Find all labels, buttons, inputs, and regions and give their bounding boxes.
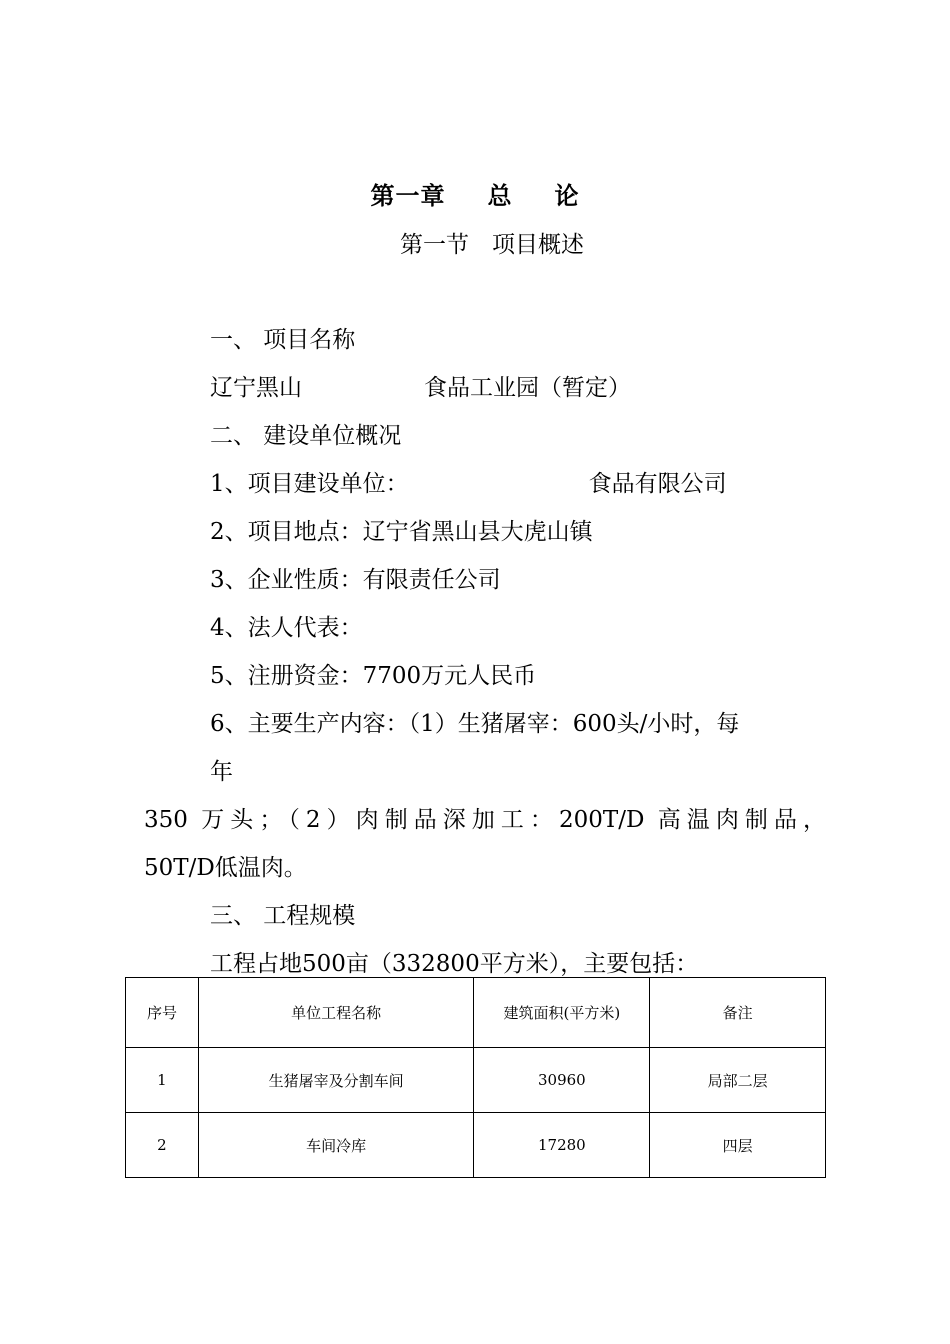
production-line-2: 350 万头；（2）肉制品深加工：200T/D 高温肉制品， (144, 807, 826, 833)
unit-line-2: 2、项目地点：辽宁省黑山县大虎山镇 (210, 519, 593, 545)
heading-engineering-scale: 三、 工程规模 (210, 903, 356, 929)
chapter-number: 第一章 (370, 181, 446, 210)
table-header-cell: 序号 (126, 978, 199, 1048)
table-cell: 车间冷库 (198, 1113, 474, 1178)
unit-label: 1、项目建设单位： (210, 471, 409, 497)
project-name-part-a: 辽宁黑山 (210, 375, 302, 401)
table-cell: 生猪屠宰及分割车间 (198, 1048, 474, 1113)
unit-line-1 (210, 465, 727, 498)
table-header-row (126, 978, 826, 1048)
scale-line: 工程占地500亩（332800平方米），主要包括： (210, 951, 699, 977)
table-cell: 局部二层 (650, 1048, 826, 1113)
chapter-title (0, 176, 950, 211)
table-header-cell: 备注 (650, 978, 826, 1048)
production-line-3: 50T/D低温肉。 (144, 855, 307, 881)
unit-line-5: 5、注册资金：7700万元人民币 (210, 663, 537, 689)
table-row (126, 1113, 826, 1178)
section-title: 第一节 项目概述 (400, 232, 584, 258)
table-header-cell: 单位工程名称 (198, 978, 474, 1048)
unit-line-3: 3、企业性质：有限责任公司 (210, 567, 501, 593)
table-cell: 2 (126, 1113, 199, 1178)
table-cell: 四层 (650, 1113, 826, 1178)
table-row (126, 1048, 826, 1113)
chapter-word-1: 总 (487, 181, 513, 210)
unit-line-6: 6、主要生产内容：（1）生猪屠宰：600头/小时，每 (210, 711, 740, 737)
chapter-word-2: 论 (554, 181, 580, 210)
unit-line-6-cont: 年 (210, 759, 233, 785)
project-name-part-b: 食品工业园（暂定） (424, 375, 631, 401)
heading-project-name: 一、 项目名称 (210, 327, 356, 353)
table-cell: 30960 (474, 1048, 650, 1113)
unit-company: 食品有限公司 (588, 471, 727, 497)
table-cell: 17280 (474, 1113, 650, 1178)
unit-line-4: 4、法人代表： (210, 615, 363, 641)
table-header-cell: 建筑面积(平方米) (474, 978, 650, 1048)
heading-unit-overview: 二、 建设单位概况 (210, 423, 402, 449)
project-name-line (210, 369, 631, 402)
engineering-table (125, 977, 826, 1178)
table-cell: 1 (126, 1048, 199, 1113)
